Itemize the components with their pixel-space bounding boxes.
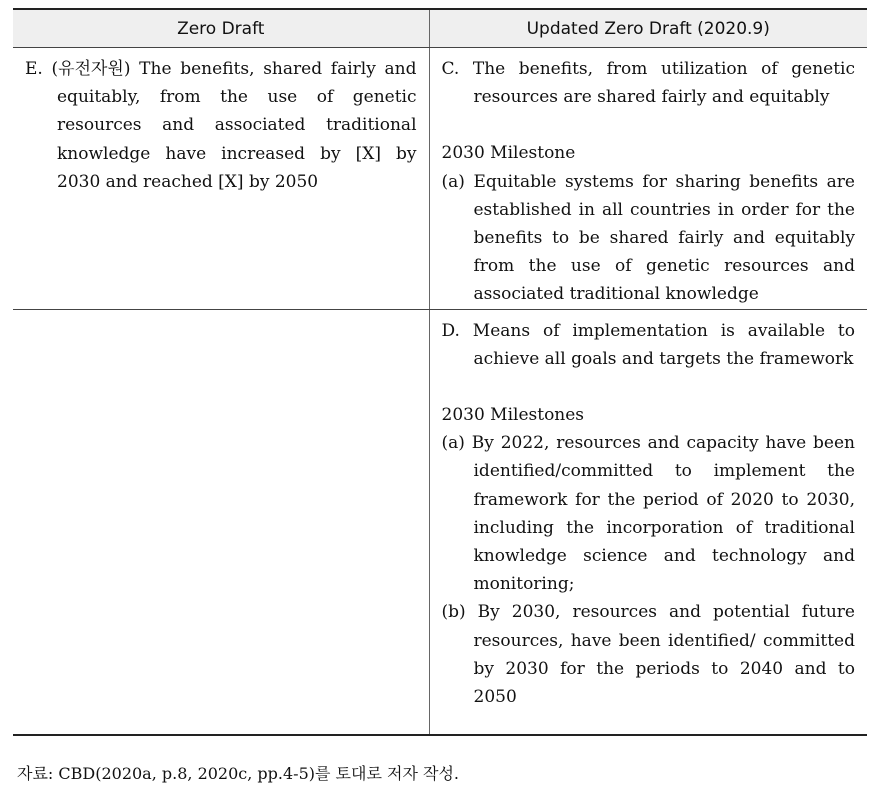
row2-updated-cell: [429, 309, 867, 735]
source-note: 자료: CBD(2020a, p.8, 2020c, pp.4-5)를 토대로 저자 작성.: [17, 764, 459, 783]
header-row: [13, 9, 867, 48]
table-row: [13, 48, 867, 310]
goal-d-text: D. Means of implementation is available to achieve all goals and targets the framework: [441, 320, 855, 369]
milestone-title: 2030 Milestone: [441, 143, 576, 164]
row1-updated-cell: [429, 48, 867, 310]
table-row: [13, 309, 867, 735]
goal-e-text: E. (유전자원) The benefits, shared fairly and equitably, from the use of genetic resources and associated traditional knowledge have increased by [X] by 2030 and reached [X] by 2050: [25, 59, 417, 192]
milestones-title: 2030 Milestones: [441, 405, 585, 426]
goal-c-text: C. The benefits, from utilization of genetic resources are shared fairly and equitably: [441, 59, 855, 108]
header-updated-zero-draft: Updated Zero Draft (2020.9): [429, 9, 867, 48]
milestone-item: (a) By 2022, resources and capacity have been identified/committed to implement the framework for the period of 2020 to 2030, including the incorporation of traditional knowledge science and technology and monitoring;: [441, 433, 855, 595]
row1-zero-draft-cell: [13, 48, 429, 310]
header-zero-draft: Zero Draft: [13, 9, 429, 48]
milestone-item: (a) Equitable systems for sharing benefits are established in all countries in order for the benefits to be shared fairly and equitably from the use of genetic resources and associated traditional knowledge: [441, 171, 855, 305]
row2-zero-draft-cell: [13, 309, 429, 735]
milestone-item: (b) By 2030, resources and potential future resources, have been identified/ committed by 2030 for the periods to 2040 and to 2050: [441, 602, 855, 708]
comparison-table: [13, 8, 867, 736]
